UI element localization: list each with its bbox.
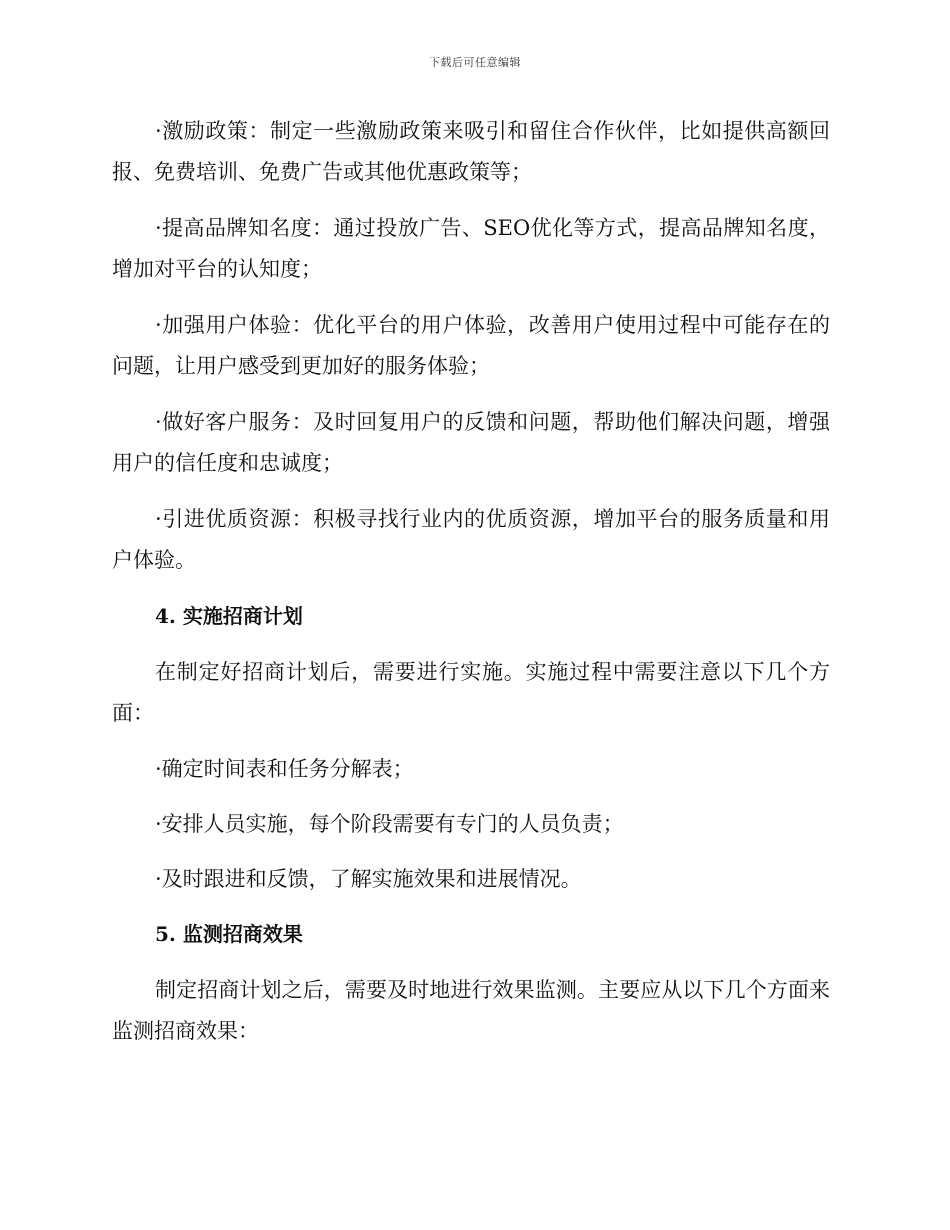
implement-item-followup: ·及时跟进和反馈，了解实施效果和进展情况。 bbox=[155, 867, 582, 891]
bullet-quality-resources: ·引进优质资源：积极寻找行业内的优质资源，增加平台的服务质量和用户体验。 bbox=[112, 507, 830, 572]
bullet-user-experience: ·加强用户体验：优化平台的用户体验，改善用户使用过程中可能存在的问题，让用户感受到更加好的服务体验； bbox=[112, 313, 830, 378]
section-heading-monitor-effect: 5. 监测招商效果 bbox=[155, 922, 303, 946]
implement-item-timeline: ·确定时间表和任务分解表； bbox=[155, 757, 414, 781]
bullet-brand-awareness: ·提高品牌知名度：通过投放广告、SEO优化等方式，提高品牌知名度，增加对平台的认知度； bbox=[112, 216, 830, 281]
document-body bbox=[112, 111, 830, 1067]
bullet-incentive-policy: ·激励政策：制定一些激励政策来吸引和留住合作伙伴，比如提供高额回报、免费培训、免费广告或其他优惠政策等； bbox=[112, 119, 830, 184]
implement-intro-paragraph: 在制定好招商计划后，需要进行实施。实施过程中需要注意以下几个方面： bbox=[112, 660, 830, 725]
header-note: 下载后可任意编辑 bbox=[429, 56, 521, 69]
section-heading-implement-plan: 4. 实施招商计划 bbox=[155, 604, 303, 628]
bullet-customer-service: ·做好客户服务：及时回复用户的反馈和问题，帮助他们解决问题，增强用户的信任度和忠诚度； bbox=[112, 410, 830, 475]
implement-item-staffing: ·安排人员实施，每个阶段需要有专门的人员负责； bbox=[155, 812, 624, 836]
monitor-intro-paragraph: 制定招商计划之后，需要及时地进行效果监测。主要应从以下几个方面来监测招商效果： bbox=[112, 978, 830, 1043]
